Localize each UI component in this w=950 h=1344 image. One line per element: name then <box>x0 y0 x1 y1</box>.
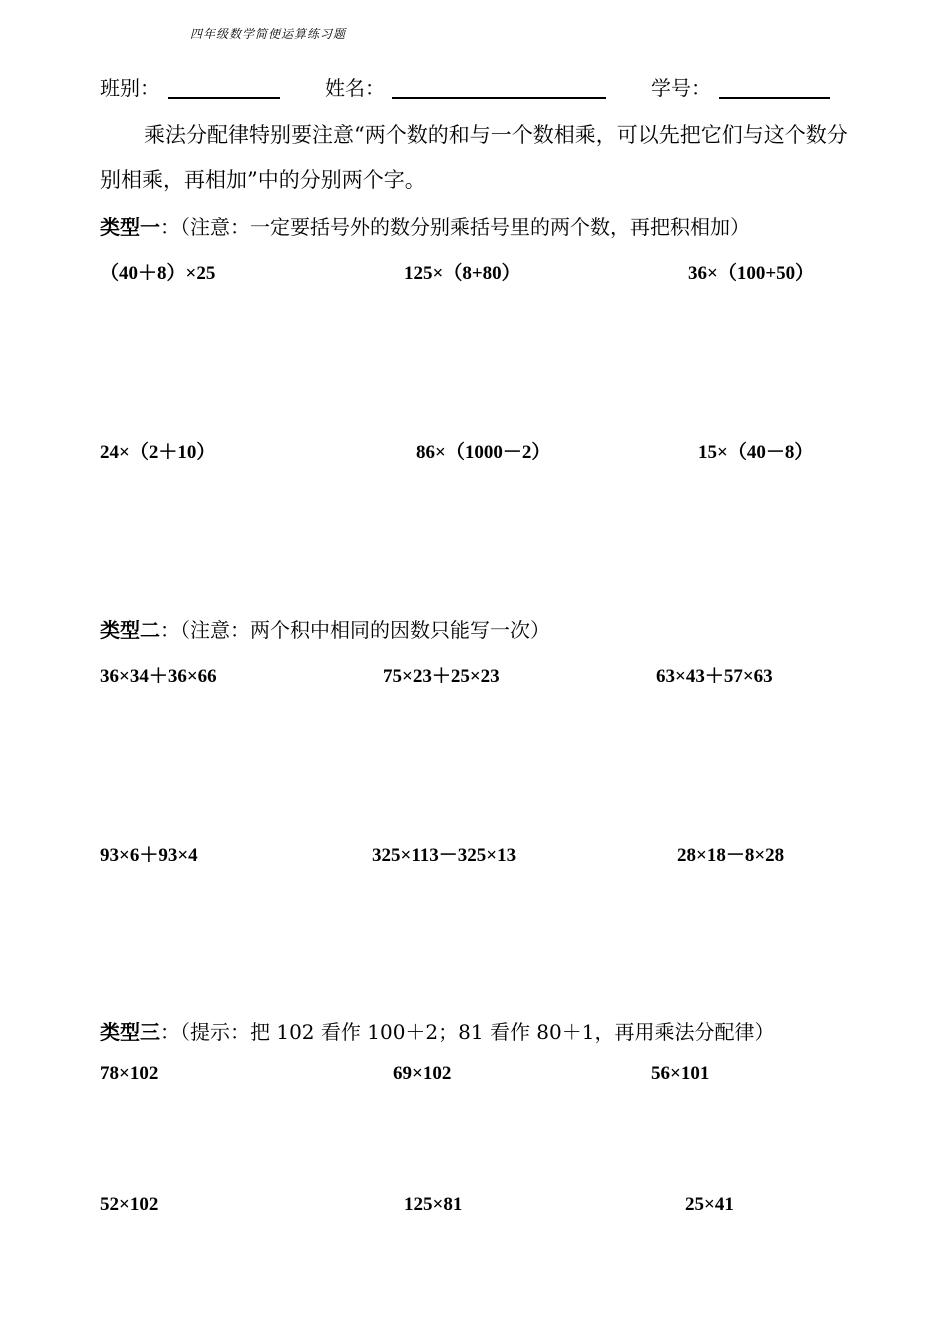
problem-2-2: 75×23＋25×23 <box>383 666 500 687</box>
type-2-title: 类型二 <box>100 618 160 642</box>
problem-1-2: 125×（8+80） <box>404 263 521 284</box>
type-3-title: 类型三 <box>100 1020 160 1044</box>
problem-3-2: 69×102 <box>393 1063 452 1084</box>
problem-1-5: 86×（1000－2） <box>416 442 551 463</box>
problem-3-6: 25×41 <box>685 1194 734 1215</box>
worksheet-title: 四年级数学简便运算练习题 <box>190 27 347 41</box>
problem-3-1: 78×102 <box>100 1063 159 1084</box>
problem-2-6: 28×18－8×28 <box>677 845 785 866</box>
type-1-heading <box>100 211 750 240</box>
problem-1-3: 36×（100+50） <box>688 263 815 284</box>
name-field[interactable] <box>392 97 606 99</box>
type-1-title: 类型一 <box>100 215 160 239</box>
problem-1-6: 15×（40－8） <box>698 442 814 463</box>
type-3-heading <box>100 1016 774 1045</box>
student-id-field[interactable] <box>719 97 830 99</box>
problem-2-3: 63×43＋57×63 <box>656 666 773 687</box>
problem-1-1: （40＋8）×25 <box>100 263 216 284</box>
type-3-note: ：（提示：把 102 看作 100＋2；81 看作 80＋1，再用乘法分配律） <box>160 1020 775 1044</box>
problem-1-4: 24×（2＋10） <box>100 442 216 463</box>
class-label: 班别： <box>100 76 160 100</box>
type-1-note: ：（注意：一定要括号外的数分别乘括号里的两个数，再把积相加） <box>160 215 750 239</box>
problem-2-4: 93×6＋93×4 <box>100 845 198 866</box>
problem-3-5: 125×81 <box>404 1194 463 1215</box>
type-2-note: ：（注意：两个积中相同的因数只能写一次） <box>160 618 550 642</box>
intro-paragraph <box>100 113 860 203</box>
name-label: 姓名： <box>325 76 385 100</box>
intro-text: 乘法分配律特别要注意“两个数的和与一个数相乘，可以先把它们与这个数分别相乘，再相加”中的分别两个字。 <box>100 123 848 192</box>
problem-3-3: 56×101 <box>651 1063 710 1084</box>
class-field[interactable] <box>168 97 280 99</box>
problem-2-1: 36×34＋36×66 <box>100 666 217 687</box>
problem-3-4: 52×102 <box>100 1194 159 1215</box>
type-2-heading <box>100 614 550 643</box>
student-id-label: 学号： <box>651 76 711 100</box>
problem-2-5: 325×113－325×13 <box>372 845 517 866</box>
